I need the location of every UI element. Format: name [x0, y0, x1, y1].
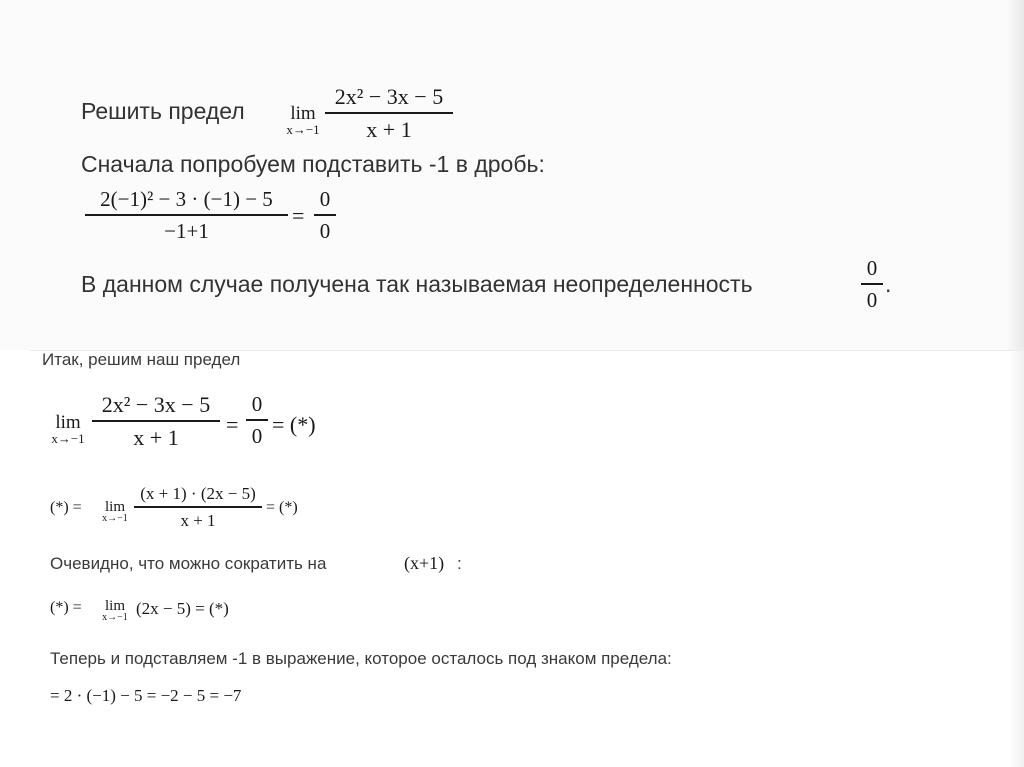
zero-denominator: 0: [319, 218, 331, 243]
clipped-heading-text: Итак, решим наш предел: [42, 350, 241, 369]
factored-numerator: (x + 1) · (2x − 5): [140, 484, 256, 503]
limit-operator: [45, 412, 91, 447]
limit-operator: [96, 499, 134, 524]
fraction-bar: [314, 214, 336, 216]
limit-operator: [96, 598, 134, 623]
final-result-expression: = 2 · (−1) − 5 = −2 − 5 = −7: [50, 686, 242, 705]
cancel-factor-text: Очевидно, что можно сократить на: [50, 554, 327, 573]
star-marker: (*) =: [50, 599, 82, 616]
fraction-numerator: 2x² − 3x − 5: [101, 392, 211, 417]
substitute-instruction-text: Сначала попробуем подставить -1 в дробь:: [81, 151, 545, 177]
lim-word: lim: [104, 499, 125, 515]
zero-denominator: 0: [866, 287, 878, 312]
indeterminate-zero-fraction: [861, 256, 883, 313]
substitution-fraction: [85, 187, 288, 244]
lim-subscript: x→−1: [286, 122, 320, 137]
star-marker: (*) =: [50, 499, 82, 516]
lim-subscript: x→−1: [51, 431, 85, 446]
substitute-again-text: Теперь и подставляем -1 в выражение, которое осталось под знаком предела:: [50, 649, 672, 668]
fraction-bar: [325, 112, 453, 114]
fraction-bar: [246, 419, 268, 421]
zero-over-zero-result: [314, 187, 336, 244]
fraction-denominator: x + 1: [133, 424, 179, 450]
equals-sign: =: [226, 412, 239, 437]
fraction-numerator: 2x² − 3x − 5: [334, 84, 444, 109]
indeterminate-form-text: В данном случае получена так называемая неопределенность: [81, 271, 753, 297]
fraction-bar: [92, 420, 220, 422]
lim-word: lim: [290, 103, 316, 124]
star-marker: = (*): [266, 499, 298, 516]
zero-numerator: 0: [251, 392, 263, 416]
substitution-numerator: 2(−1)² − 3 · (−1) − 5: [100, 187, 273, 211]
zero-denominator: 0: [251, 423, 263, 448]
problem-statement-text: Решить предел: [81, 98, 245, 124]
lim-subscript: x→−1: [102, 612, 128, 623]
problem-fraction: [325, 84, 453, 143]
factored-fraction: [134, 484, 262, 531]
factored-denominator: x + 1: [180, 510, 216, 530]
fraction-bar: [134, 506, 262, 508]
fraction-bar: [85, 214, 288, 216]
limit-fraction: [92, 392, 220, 451]
zero-numerator: 0: [866, 256, 878, 280]
clipped-heading-line: [42, 350, 362, 372]
zero-numerator: 0: [319, 187, 331, 211]
zero-over-zero-fraction: [246, 392, 268, 449]
lim-subscript: x→−1: [102, 513, 128, 524]
lim-word: lim: [55, 412, 81, 433]
period: .: [885, 271, 892, 297]
cancel-factor-expression: (x+1): [404, 553, 445, 573]
fraction-bar: [861, 283, 883, 285]
reduced-expression: (2x − 5) = (*): [136, 599, 229, 618]
colon: :: [457, 554, 462, 573]
panel-edge-shadow: [1010, 350, 1024, 767]
star-marker: = (*): [272, 412, 316, 437]
fraction-denominator: x + 1: [366, 116, 412, 142]
limit-operator: [281, 103, 325, 138]
lim-word: lim: [104, 598, 125, 614]
equals-sign: =: [292, 203, 305, 228]
substitution-denominator: −1+1: [164, 218, 209, 243]
